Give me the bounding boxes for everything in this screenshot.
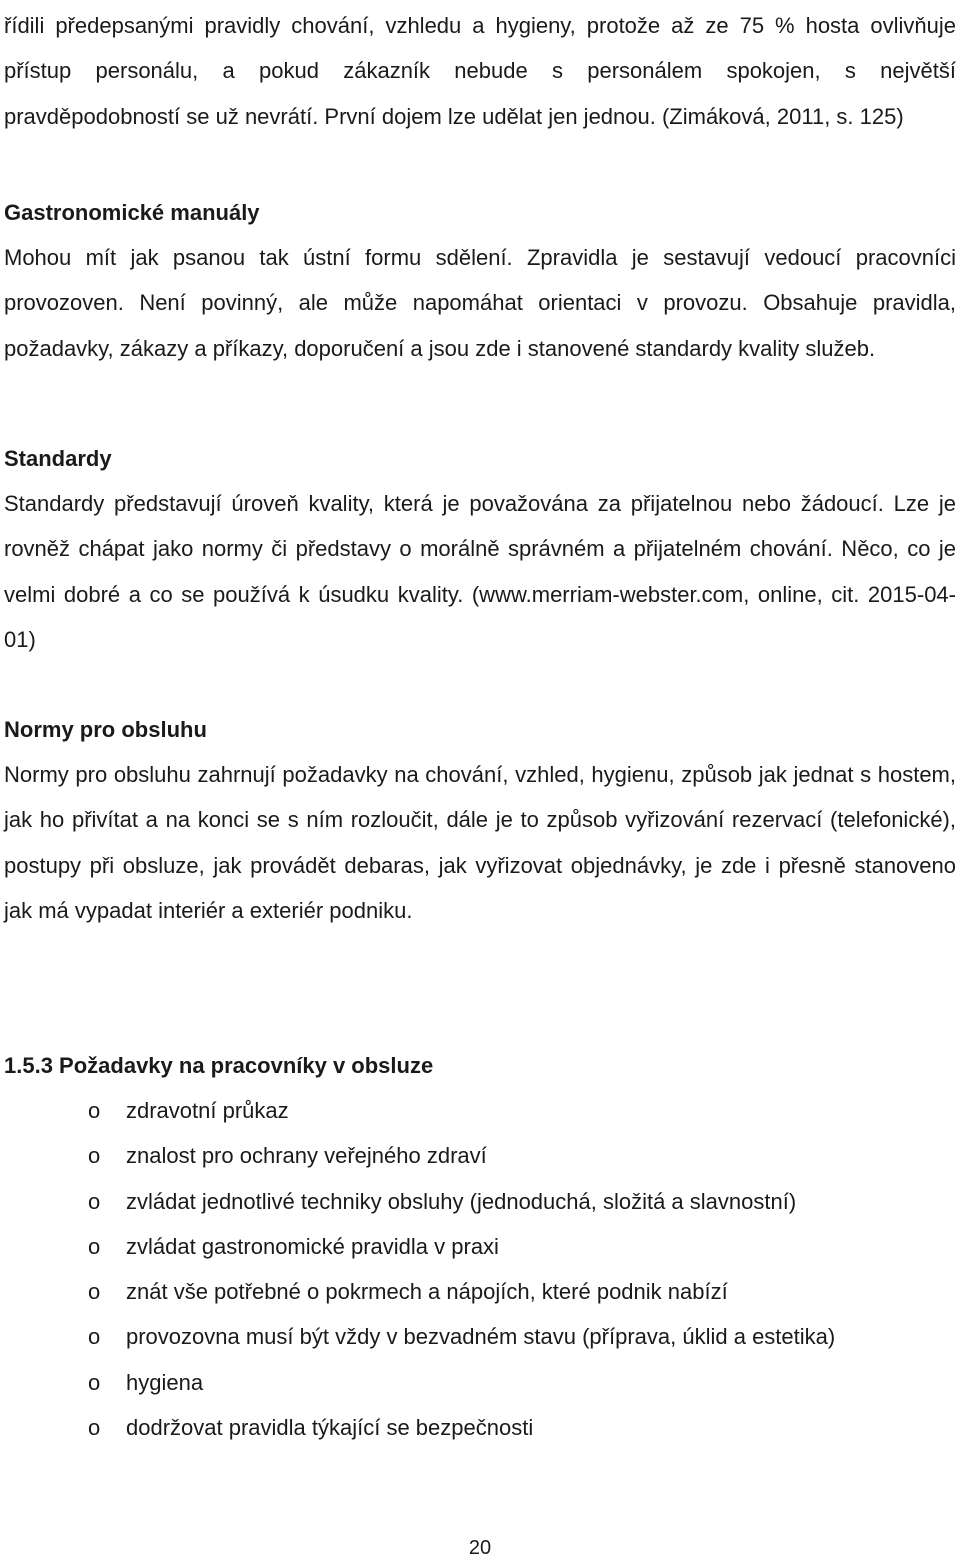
bullet-marker: o [88, 1324, 101, 1350]
list-item-text: zvládat gastronomické pravidla v praxi [126, 1233, 499, 1259]
list-item [4, 1360, 956, 1405]
bullet-marker: o [88, 1279, 101, 1305]
list-item-text: zvládat jednotlivé techniky obsluhy (jednoduchá, složitá a slavnostní) [126, 1188, 797, 1214]
page-number: 20 [468, 1537, 492, 1559]
list-item [4, 1088, 956, 1133]
list-item [4, 1133, 956, 1178]
list-item-text: znát vše potřebné o pokrmech a nápojích, které podnik nabízí [126, 1279, 728, 1305]
requirements-section-heading: 1.5.3 Požadavky na pracovníky v obsluze [4, 1053, 434, 1078]
list-item [4, 1224, 956, 1269]
list-item [4, 1269, 956, 1314]
service-norms-paragraph: Normy pro obsluhu zahrnují požadavky na chování, vzhled, hygienu, způsob jak jednat s hostem, jak ho přivítat a na konci se s ním rozloučit, dále je to způsob vyřizování rezervací (telefonické), postupy při obsluze, jak provádět debaras, jak vyřizovat objednávky, je zde i přesně stanoveno jak má vypadat interiér a exteriér podniku. [4, 762, 956, 923]
list-item-text: hygiena [126, 1369, 204, 1395]
list-item [4, 1405, 956, 1450]
list-item-text: zdravotní průkaz [126, 1098, 289, 1123]
list-item-text: znalost pro ochrany veřejného zdraví [126, 1143, 487, 1169]
bullet-marker: o [88, 1369, 101, 1395]
list-item-text: dodržovat pravidla týkající se bezpečnosti [126, 1415, 534, 1441]
list-item [4, 1179, 956, 1224]
requirements-list [4, 1088, 956, 1450]
bullet-marker: o [88, 1143, 101, 1169]
bullet-marker: o [88, 1188, 101, 1214]
standards-paragraph: Standardy představují úroveň kvality, která je považována za přijatelnou nebo žádoucí. Lze je rovněž chápat jako normy či představy o morálně správném a přijatelném chování. Něco, co je velmi dobré a co se používá k úsudku kvality. (www.merriam-webster.com, online, cit. 2015-04-01) [4, 491, 956, 652]
service-norms-heading: Normy pro obsluhu [4, 717, 207, 742]
list-item-text: provozovna musí být vždy v bezvadném stavu (příprava, úklid a estetika) [126, 1324, 836, 1350]
intro-paragraph: řídili předepsanými pravidly chování, vzhledu a hygieny, protože až ze 75 % hosta ovlivňuje přístup personálu, a pokud zákazník nebude s personálem spokojen, s největší pravděpodobností se už nevrátí. První dojem lze udělat jen jednou. (Zimáková, 2011, s. 125) [4, 13, 956, 129]
bullet-marker: o [88, 1415, 101, 1441]
gastro-manuals-paragraph: Mohou mít jak psanou tak ústní formu sdělení. Zpravidla je sestavují vedoucí pracovníci provozoven. Není povinný, ale může napomáhat orientaci v provozu. Obsahuje pravidla, požadavky, zákazy a příkazy, doporučení a jsou zde i stanovené standardy kvality služeb. [4, 245, 956, 361]
list-item [4, 1314, 956, 1359]
gastro-manuals-heading: Gastronomické manuály [4, 200, 260, 225]
standards-heading: Standardy [4, 446, 112, 471]
bullet-marker: o [88, 1098, 101, 1123]
bullet-marker: o [88, 1233, 101, 1259]
